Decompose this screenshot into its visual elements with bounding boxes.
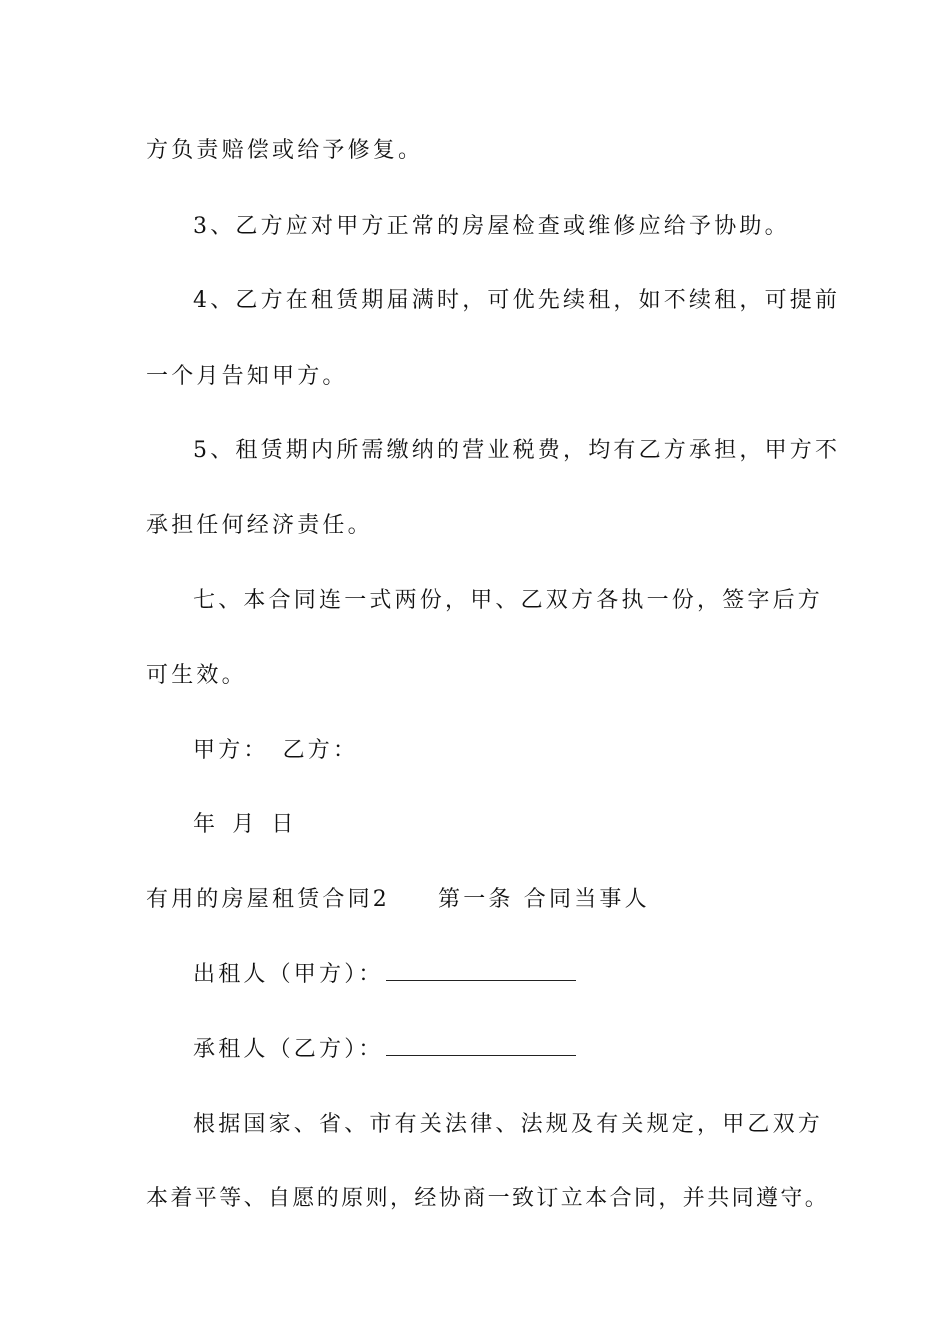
date-month: 月: [232, 812, 258, 837]
paragraph-clause-3: 3、乙方应对甲方正常的房屋检查或维修应给予协助。: [193, 214, 790, 239]
date-year: 年: [193, 812, 219, 837]
party-a-label: 甲方：: [193, 738, 269, 763]
section-title: 有用的房屋租赁合同2: [146, 887, 390, 912]
lessor-label: 出租人（甲方）：: [193, 962, 384, 987]
paragraph-clause-4: 4、乙方在租赁期届满时，可优先续租，如不续租，可提前: [193, 288, 841, 313]
paragraph-preamble: 根据国家、省、市有关法律、法规及有关规定，甲乙双方: [193, 1112, 824, 1137]
paragraph-article-7: 七、本合同连一式两份，甲、乙双方各执一份，签字后方: [193, 588, 824, 613]
paragraph-line: 承担任何经济责任。: [146, 513, 373, 538]
paragraph-line: 本着平等、自愿的原则，经协商一致订立本合同，并共同遵守。: [146, 1186, 830, 1211]
signature-line: [193, 736, 855, 766]
date-line: [193, 810, 855, 840]
lessor-blank-field[interactable]: [386, 960, 576, 981]
lessee-label: 承租人（乙方）：: [193, 1037, 384, 1062]
party-b-label: 乙方：: [282, 738, 359, 763]
date-day: 日: [271, 812, 297, 837]
paragraph-line: 可生效。: [146, 663, 247, 688]
lessor-line: [193, 960, 855, 990]
article-heading: 第一条 合同当事人: [438, 887, 650, 912]
lessee-blank-field[interactable]: [386, 1035, 576, 1056]
paragraph-line: 一个月告知甲方。: [146, 364, 348, 389]
paragraph-clause-5: 5、租赁期内所需缴纳的营业税费，均有乙方承担，甲方不: [193, 438, 841, 463]
section-heading-line: [146, 885, 808, 915]
lessee-line: [193, 1035, 855, 1065]
paragraph-line: 方负责赔偿或给予修复。: [146, 138, 424, 163]
